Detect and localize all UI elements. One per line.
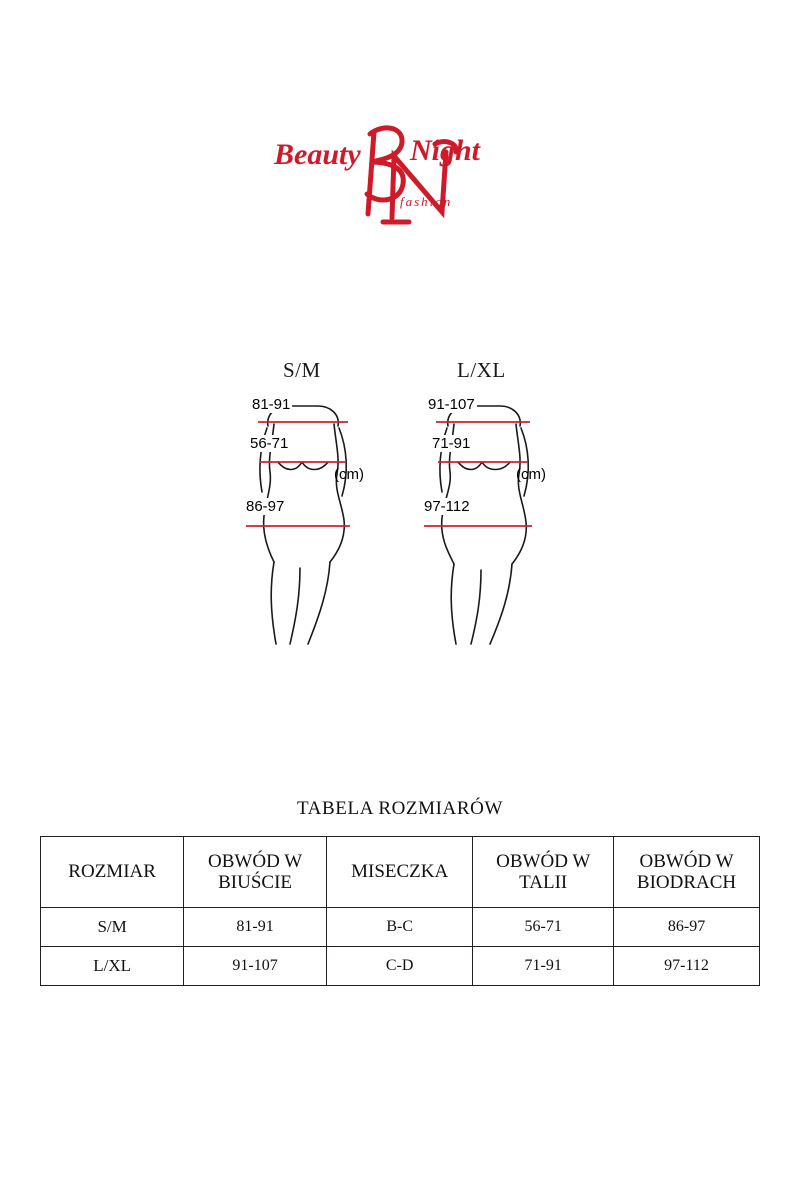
figure-lxl-waist-value: 71-91 [432, 435, 471, 452]
figure-sm-bust-value: 81-91 [252, 396, 291, 413]
brand-tagline: fashion [400, 194, 453, 209]
row-sm-waist: 56-71 [473, 908, 614, 947]
brand-name-part1: Beauty [274, 138, 361, 171]
table-row [41, 908, 760, 947]
brand-name-part2: Night [410, 134, 481, 167]
row-sm-bust: 81-91 [184, 908, 327, 947]
row-lxl-waist: 71-91 [473, 947, 614, 986]
table-header-cup: MISECZKA [326, 837, 472, 908]
table-header-hips: OBWÓD W BIODRACH [614, 837, 760, 908]
figure-lxl-hips-value: 97-112 [424, 498, 470, 515]
row-lxl-bust: 91-107 [184, 947, 327, 986]
figure-sm-hips-value: 86-97 [246, 498, 285, 515]
brand-logo [0, 118, 800, 238]
figure-lxl [410, 396, 580, 655]
row-lxl-hips: 97-112 [614, 947, 760, 986]
row-lxl-cup: C-D [326, 947, 472, 986]
size-table [40, 836, 760, 986]
brand-logo-graphic [270, 118, 530, 233]
table-header-row [41, 837, 760, 908]
figure-size-label-lxl: L/XL [457, 358, 506, 382]
figure-lxl-bust-value: 91-107 [428, 396, 475, 413]
size-table-title: TABELA ROZMIARÓW [297, 798, 503, 819]
table-header-bust: OBWÓD W BIUŚCIE [184, 837, 327, 908]
figure-lxl-unit-label: (cm) [516, 466, 546, 483]
figure-size-label-sm: S/M [283, 358, 321, 382]
row-sm-size: S/M [41, 908, 184, 947]
table-header-rozmiar: ROZMIAR [41, 837, 184, 908]
figure-sm [230, 396, 400, 655]
figure-sm-waist-value: 56-71 [250, 435, 289, 452]
row-sm-cup: B-C [326, 908, 472, 947]
row-sm-hips: 86-97 [614, 908, 760, 947]
row-lxl-size: L/XL [41, 947, 184, 986]
table-row [41, 947, 760, 986]
figures-section [0, 340, 800, 670]
table-header-waist: OBWÓD W TALII [473, 837, 614, 908]
figure-sm-unit-label: (cm) [334, 466, 364, 483]
